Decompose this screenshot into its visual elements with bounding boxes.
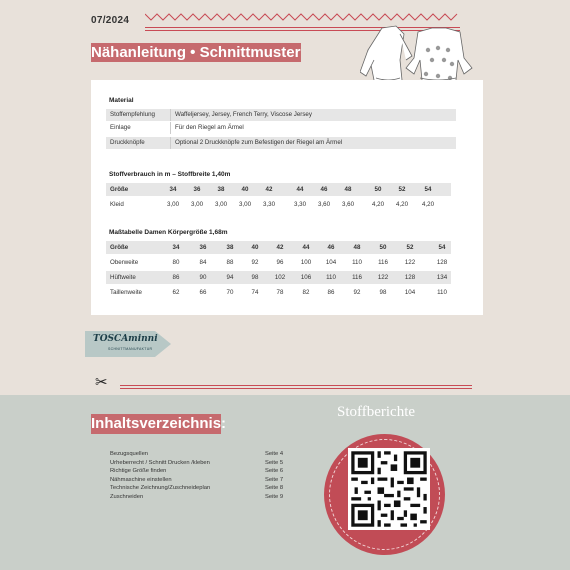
row-label: Oberweite	[110, 259, 139, 266]
issue-date: 07/2024	[91, 15, 130, 26]
measure-cell: 86	[327, 289, 335, 296]
measure-cell: 98	[379, 289, 387, 296]
page-title: Nähanleitung • Schnittmuster	[91, 44, 301, 61]
size-cell: 44	[302, 244, 310, 251]
fabric-cell: 3,00	[238, 201, 252, 208]
fabric-cell: 4,20	[371, 201, 385, 208]
toc-item-label: Nähmaschine einstellen	[110, 477, 172, 483]
measure-cell: 62	[172, 289, 180, 296]
toc-item-label: Richtige Größe finden	[110, 468, 167, 474]
fabric-size-row	[106, 183, 451, 196]
size-cell: 42	[265, 186, 273, 193]
material-value: Für den Riegel am Ärmel	[175, 124, 244, 131]
measure-cell: 90	[199, 274, 207, 281]
measure-cell: 88	[226, 259, 234, 266]
material-key: Einlage	[110, 124, 131, 131]
toc-item-label: Urheberrecht / Schnitt Drucken /kleben	[110, 460, 210, 466]
material-row	[106, 109, 456, 121]
size-cell: 54	[424, 186, 432, 193]
material-key: Druckknöpfe	[110, 139, 145, 146]
measure-cell: 70	[226, 289, 234, 296]
measure-heading: Maßtabelle Damen Körpergröße 1,68m	[109, 229, 228, 236]
fabric-cell: 3,60	[341, 201, 355, 208]
measure-cell: 106	[300, 274, 312, 281]
fabric-heading: Stoffverbrauch in m – Stoffbreite 1,40m	[109, 171, 231, 178]
fabric-cell: 4,20	[421, 201, 435, 208]
measure-cell: 98	[251, 274, 259, 281]
measure-cell: 128	[404, 274, 416, 281]
row-label: Hüftweite	[110, 274, 136, 281]
size-cell: 52	[406, 244, 414, 251]
toc-title: Inhaltsverzeichnis:	[91, 415, 227, 432]
scissors-icon: ✂	[95, 374, 108, 391]
toc-item-page: Seite 6	[265, 468, 284, 474]
divider	[170, 109, 171, 121]
toc-item-page: Seite 5	[265, 460, 284, 466]
size-cell: 54	[438, 244, 446, 251]
size-label: Größe	[110, 244, 129, 251]
measure-cell: 122	[377, 274, 389, 281]
toc-item-label: Zuschneiden	[110, 494, 144, 500]
fabric-cell: 3,30	[262, 201, 276, 208]
size-cell: 38	[217, 186, 225, 193]
logo-name: TOSCAminni	[93, 334, 158, 344]
fabric-cell: 3,60	[317, 201, 331, 208]
measure-cell: 92	[251, 259, 259, 266]
fabric-cell: 3,00	[214, 201, 228, 208]
measure-cell: 78	[276, 289, 284, 296]
size-cell: 50	[374, 186, 382, 193]
toc-item-label: Technische Zeichnung/Zuschneideplan	[110, 485, 211, 491]
row-label: Kleid	[110, 201, 124, 208]
stoffberichte-title: Stoffberichte	[337, 404, 416, 420]
size-cell: 52	[398, 186, 406, 193]
material-row	[106, 137, 456, 149]
measure-cell: 110	[352, 259, 362, 266]
material-row	[106, 122, 456, 134]
size-cell: 48	[353, 244, 361, 251]
size-label: Größe	[110, 186, 129, 193]
row-label: Taillenweite	[110, 289, 142, 296]
toc-item-label: Bezugsquellen	[110, 451, 149, 457]
measure-cell: 66	[199, 289, 207, 296]
size-cell: 34	[172, 244, 180, 251]
measure-cell: 86	[172, 274, 180, 281]
size-cell: 40	[241, 186, 249, 193]
measure-row	[106, 286, 451, 299]
fabric-cell: 4,20	[395, 201, 409, 208]
size-cell: 46	[327, 244, 335, 251]
measure-cell: 110	[326, 274, 336, 281]
size-cell: 44	[296, 186, 304, 193]
material-value: Optional 2 Druckknöpfe zum Befestigen der Riegel am Ärmel	[175, 139, 343, 146]
logo-subtitle: SCHNITTMANUFAKTUR	[108, 347, 153, 351]
material-value: Waffeljersey, Jersey, French Terry, Viscose Jersey	[175, 111, 312, 118]
measure-cell: 110	[437, 289, 447, 296]
measure-cell: 128	[436, 259, 448, 266]
toc-item-page: Seite 8	[265, 485, 284, 491]
measure-row	[106, 256, 451, 269]
toc-item-page: Seite 9	[265, 494, 284, 500]
measure-cell: 82	[302, 289, 310, 296]
measure-cell: 84	[199, 259, 207, 266]
measure-cell: 80	[172, 259, 180, 266]
fabric-value-row	[106, 198, 451, 211]
measure-cell: 96	[276, 259, 284, 266]
measure-row	[106, 271, 451, 284]
measure-cell: 74	[251, 289, 259, 296]
measure-cell: 100	[300, 259, 312, 266]
measure-cell: 102	[274, 274, 286, 281]
stitch-line	[120, 388, 472, 389]
bottom-section	[0, 395, 570, 570]
measure-cell: 104	[404, 289, 416, 296]
fabric-cell: 3,30	[293, 201, 307, 208]
size-cell: 46	[320, 186, 328, 193]
size-cell: 48	[344, 186, 352, 193]
measure-cell: 92	[353, 289, 361, 296]
stitch-line	[120, 385, 472, 386]
measure-cell: 122	[404, 259, 416, 266]
size-cell: 36	[193, 186, 201, 193]
size-cell: 36	[199, 244, 207, 251]
size-cell: 50	[379, 244, 387, 251]
measure-cell: 134	[436, 274, 448, 281]
toc-item-page: Seite 4	[265, 451, 284, 457]
measure-cell: 104	[325, 259, 337, 266]
measure-cell: 94	[226, 274, 234, 281]
brand-logo	[85, 331, 175, 357]
material-key: Stoffempfehlung	[110, 111, 155, 118]
material-heading: Material	[109, 97, 134, 104]
fabric-cell: 3,00	[166, 201, 180, 208]
divider	[170, 122, 171, 134]
size-cell: 38	[226, 244, 234, 251]
toc-item-page: Seite 7	[265, 477, 284, 483]
qr-code-icon[interactable]	[348, 448, 430, 530]
size-cell: 42	[276, 244, 284, 251]
measure-cell: 116	[352, 274, 362, 281]
divider	[170, 137, 171, 149]
size-cell: 34	[169, 186, 177, 193]
measure-size-row	[106, 241, 451, 254]
measure-cell: 116	[378, 259, 388, 266]
size-cell: 40	[251, 244, 259, 251]
fabric-cell: 3,00	[190, 201, 204, 208]
